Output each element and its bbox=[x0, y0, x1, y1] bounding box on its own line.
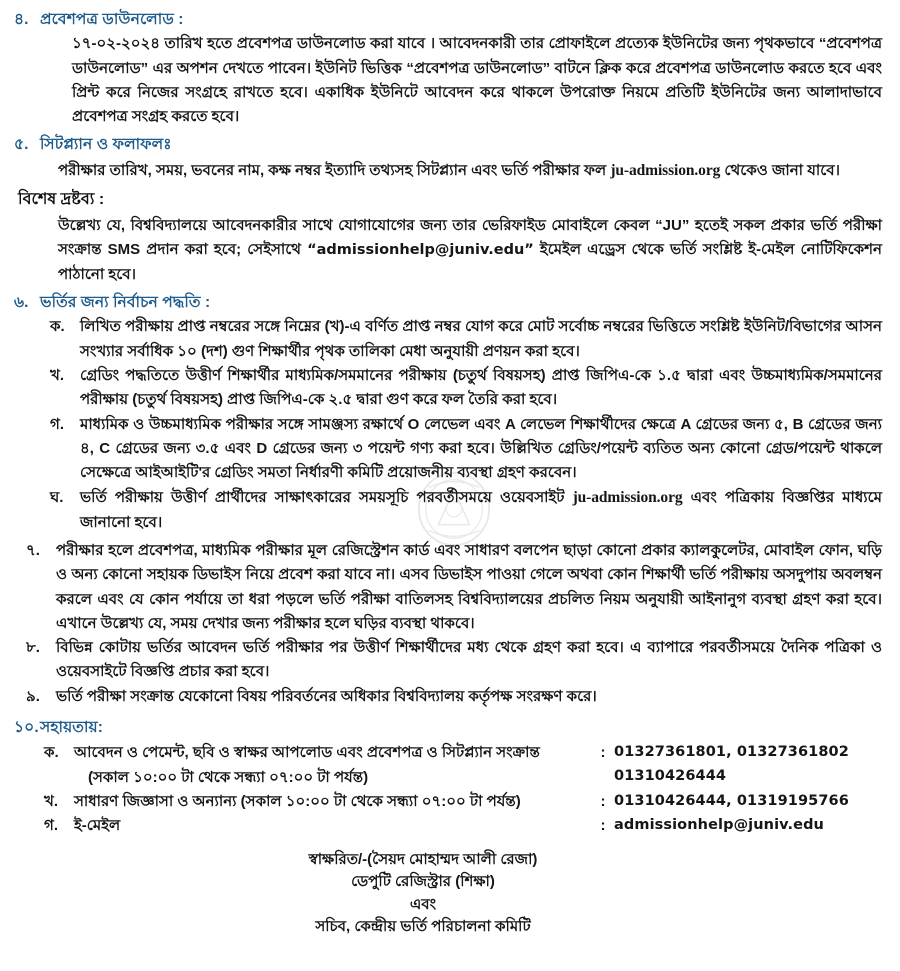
selection-item-ka-text: লিখিত পরীক্ষায় প্রাপ্ত নম্বরের সঙ্গে নিম্নের (খ)-এ বর্ণিত প্রাপ্ত নম্বর যোগ করে মোট সর্বোচ্চ নম্বরের ভিত্তিতে সংশ্লিষ্ট ইউনিট/বিভাগের আসন সংখ্যার সর্বাধিক ১০ (দশ) গুণ শিক্ষার্থীর পৃথক তালিকা মেধা অনুযায়ী প্রণয়ন করা হবে। bbox=[80, 318, 882, 360]
section-admit-card-number: ৪. bbox=[14, 11, 29, 28]
seat-plan-text-before-url: পরীক্ষার তারিখ, সময়, ভবনের নাম, কক্ষ নম্বর ইত্যাদি তথ্যসহ সিটপ্ল্যান এবং ভর্তি পরীক্ষার ফল bbox=[58, 161, 611, 179]
section-rights-reserved-number: ৯. bbox=[26, 687, 40, 705]
section-admit-card-heading bbox=[14, 8, 886, 31]
selection-item-kha-marker: খ. bbox=[50, 366, 65, 384]
section-selection-method-heading bbox=[14, 291, 886, 314]
signature-line-secretary: সচিব, কেন্দ্রীয় ভর্তি পরিচালনা কমিটি bbox=[315, 918, 531, 935]
support-contact-table bbox=[14, 741, 886, 838]
selection-item-ga-marker: গ. bbox=[50, 415, 64, 433]
ju-admission-link-seatplan[interactable]: ju-admission.org bbox=[610, 161, 721, 179]
support-phone-2[interactable]: 01310426444 bbox=[614, 767, 727, 784]
support-row-ga-label: ই-মেইল bbox=[74, 817, 121, 835]
special-note-title: বিশেষ দ্রষ্টব্য : bbox=[18, 190, 105, 208]
section-support-number: ১০. bbox=[14, 719, 39, 737]
section-selection-method bbox=[14, 291, 886, 535]
support-row-ga bbox=[14, 814, 886, 838]
ju-admission-link-interview[interactable]: ju-admission.org bbox=[572, 489, 683, 507]
signature-line-and: এবং bbox=[409, 895, 437, 913]
selection-item-gha-text-before-url: ভর্তি পরীক্ষায় উত্তীর্ণ প্রার্থীদের সাক্ষাৎকারের সময়সূচি পরবর্তীসময়ে ওয়েবসাইট bbox=[80, 489, 573, 507]
section-seat-plan-number: ৫. bbox=[14, 136, 29, 154]
section-admit-card-title: প্রবেশপত্র ডাউনলোড : bbox=[40, 11, 184, 28]
ju-sms-sender-id: “JU” bbox=[655, 216, 690, 234]
section-exam-hall-rules bbox=[14, 539, 886, 636]
section-seat-plan-body bbox=[14, 158, 886, 183]
selection-item-kha-text: গ্রেডিং পদ্ধতিতে উত্তীর্ণ শিক্ষার্থীর মাধ্যমিক/সমমানের পরীক্ষায় (চতুর্থ বিষয়সহ) প্রাপ্ত জিপিএ-কে ১.৫ দ্বারা এবং উচ্চমাধ্যমিক/সমমানের পরীক্ষায় (চতুর্থ বিষয়সহ) প্রাপ্ত জিপিএ-কে ২.৫ দ্বারা গুণ করে ফল তৈরি করা হবে। bbox=[80, 366, 882, 409]
section-selection-method-title: ভর্তির জন্য নির্বাচন পদ্ধতি : bbox=[40, 294, 211, 312]
section-exam-hall-rules-number: ৭. bbox=[26, 541, 40, 559]
section-admit-card bbox=[14, 8, 886, 129]
selection-item-ka bbox=[14, 315, 886, 364]
section-support bbox=[14, 716, 886, 838]
support-row-kha-label: সাধারণ জিজ্ঞাসা ও অন্যান্য (সকাল ১০:০০ টা থেকে সন্ধ্যা ০৭:০০ টা পর্যন্ত) bbox=[74, 792, 521, 810]
section-rights-reserved bbox=[14, 685, 886, 709]
support-row-ka bbox=[14, 741, 886, 790]
section-seat-plan-heading bbox=[14, 133, 886, 156]
section-selection-method-number: ৬. bbox=[14, 294, 29, 312]
section-exam-hall-rules-text: পরীক্ষার হলে প্রবেশপত্র, মাধ্যমিক পরীক্ষার মূল রেজিস্ট্রেশন কার্ড এবং সাধারণ বলপেন ছাড়া কোনো প্রকার ক্যালকুলেটর, মোবাইল ফোন, ঘড়ি ও অন্য কোনো সহায়ক ডিভাইস নিয়ে প্রবেশ করা যাবে না। এসব ডিভাইস পাওয়া গেলে অথবা কোন শিক্ষার্থী ভর্তি পরীক্ষায় অসদুপায় অবলম্বন করলে এবং যে কোন পর্যায়ে তা ধরা পড়লে ভর্তি পরীক্ষা বাতিলসহ বিশ্ববিদ্যালয়ের প্রচলিত নিয়ম অনুযায়ী আইনানুগ ব্যবস্থা গ্রহণ করা হবে। এখানে উল্লেখ্য যে, সময় দেখার জন্য পরীক্ষার হলে ঘড়ির ব্যবস্থা থাকবে। bbox=[56, 541, 882, 632]
section-rights-reserved-text: ভর্তি পরীক্ষা সংক্রান্ত যেকোনো বিষয় পরিবর্তনের অধিকার বিশ্ববিদ্যালয় কর্তৃপক্ষ সংরক্ষণ করে। bbox=[56, 687, 597, 705]
selection-item-ga-text: মাধ্যমিক ও উচ্চমাধ্যমিক পরীক্ষার সঙ্গে সামঞ্জস্য রক্ষার্থে O লেভেল এবং A লেভেল শিক্ষার্থীদের ক্ষেত্রে A গ্রেডের জন্য ৫, B গ্রেডের জন্য ৪, C গ্রেডের জন্য ৩.৫ এবং D গ্রেডের জন্য ৩ পয়েন্ট গণ্য করা হবে। উল্লিখিত গ্রেডিং/পয়েন্ট ব্যতিত অন্য কোনো গ্রেড/পয়েন্ট থাকলে সেক্ষেত্রে আইআইটি'র গ্রেডিং সমতা নির্ধারণী কমিটি প্রয়োজনীয় ব্যবস্থা গ্রহণ করবেন। bbox=[80, 415, 882, 482]
support-row-ka-label-line2: (সকাল ১০:০০ টা থেকে সন্ধ্যা ০৭:০০ টা পর্যন্ত) bbox=[88, 768, 369, 786]
section-seat-plan bbox=[14, 133, 886, 183]
special-note-part2: হতেই সকল প্রকার ভর্তি পরীক্ষা সংক্রান্ত SMS প্রদান করা হবে; সেইসাথে bbox=[58, 216, 883, 259]
selection-item-kha bbox=[14, 364, 886, 413]
selection-item-ga bbox=[14, 413, 886, 486]
section-special-note bbox=[14, 186, 886, 287]
section-seat-plan-title: সিটপ্ল্যান ও ফলাফলঃ bbox=[40, 136, 172, 154]
support-row-kha-colon: : bbox=[600, 792, 606, 810]
support-row-kha-marker: খ. bbox=[44, 792, 59, 810]
support-row-kha-value[interactable]: 01310426444, 01319195766 bbox=[614, 792, 849, 809]
selection-item-gha-marker: ঘ. bbox=[50, 489, 64, 507]
support-row-ga-value[interactable]: admissionhelp@juniv.edu bbox=[614, 817, 824, 834]
support-row-ka-marker: ক. bbox=[44, 744, 59, 762]
special-note-body bbox=[14, 214, 886, 287]
special-note-part3: ইমেইল এড্রেস থেকে ভর্তি সংশ্লিষ্ট ই-মেইল নোটিফিকেশন পাঠানো হবে। bbox=[58, 241, 882, 283]
signature-block bbox=[14, 849, 832, 939]
section-support-title: সহায়তায়: bbox=[40, 719, 104, 737]
support-row-ka-value bbox=[614, 741, 886, 790]
signature-line-designation: ডেপুটি রেজিস্ট্রার (শিক্ষা) bbox=[351, 873, 495, 890]
admission-help-email-quoted[interactable]: “admissionhelp@juniv.edu” bbox=[307, 242, 534, 259]
signature-line-name: স্বাক্ষরিত/-(সৈয়দ মোহাম্মদ আলী রেজা) bbox=[308, 850, 538, 868]
selection-item-gha-text bbox=[80, 485, 882, 535]
document-content bbox=[14, 8, 886, 939]
section-support-heading bbox=[14, 716, 886, 739]
support-row-ka-colon: : bbox=[600, 744, 606, 762]
seat-plan-text-after-url: থেকেও জানা যাবে। bbox=[720, 161, 840, 179]
section-quota bbox=[14, 636, 886, 685]
selection-item-gha bbox=[14, 485, 886, 535]
special-note-part1: উল্লেখ্য যে, বিশ্ববিদ্যালয়ে আবেদনকারীর সাথে যোগাযোগের জন্য তার ভেরিফাইড মোবাইলে কেবল bbox=[58, 216, 656, 234]
support-row-ka-label-line1: আবেদন ও পেমেন্ট, ছবি ও স্বাক্ষর আপলোড এবং প্রবেশপত্র ও সিটপ্ল্যান সংক্রান্ত bbox=[74, 744, 540, 762]
support-phone-1[interactable]: 01327361801, 01327361802 bbox=[614, 744, 849, 761]
support-row-ka-label bbox=[74, 741, 592, 790]
support-row-ga-colon: : bbox=[600, 817, 606, 835]
section-quota-text: বিভিন্ন কোটায় ভর্তির আবেদন ভর্তি পরীক্ষার পর উত্তীর্ণ শিক্ষার্থীদের মধ্য থেকে গ্রহণ করা হবে। এ ব্যাপারে পরবর্তীসময়ে দৈনিক পত্রিকা ও ওয়েবসাইটে বিজ্ঞপ্তি প্রচার করা হবে। bbox=[56, 639, 882, 681]
selection-item-ka-marker: ক. bbox=[50, 318, 65, 336]
selection-item-gha-text-after-url: এবং পত্রিকায় বিজ্ঞপ্তির মাধ্যমে জানানো হবে। bbox=[80, 489, 882, 531]
support-row-kha bbox=[14, 790, 886, 814]
section-quota-number: ৮. bbox=[26, 639, 40, 657]
section-admit-card-body: ১৭-০২-২০২৪ তারিখ হতে প্রবেশপত্র ডাউনলোড করা যাবে । আবেদনকারী তার প্রোফাইলে প্রত্যেক ইউনিটের জন্য পৃথকভাবে “প্রবেশপত্র ডাউনলোড” এর অপশন দেখতে পাবেন। ইউনিট ভিত্তিক “প্রবেশপত্র ডাউনলোড” বাটনে ক্লিক করে প্রবেশপত্র ডাউনলোড করতে হবে এবং প্রিন্ট করে নিজের সংগ্রহে রাখতে হবে। একাধিক ইউনিটে আবেদন করে থাকলে উপরোক্ত নিয়মে প্রতিটি ইউনিটের জন্য আলাদাভাবে প্রবেশপত্র সংগ্রহ করতে হবে। bbox=[72, 35, 882, 126]
support-row-ga-marker: গ. bbox=[44, 817, 58, 835]
